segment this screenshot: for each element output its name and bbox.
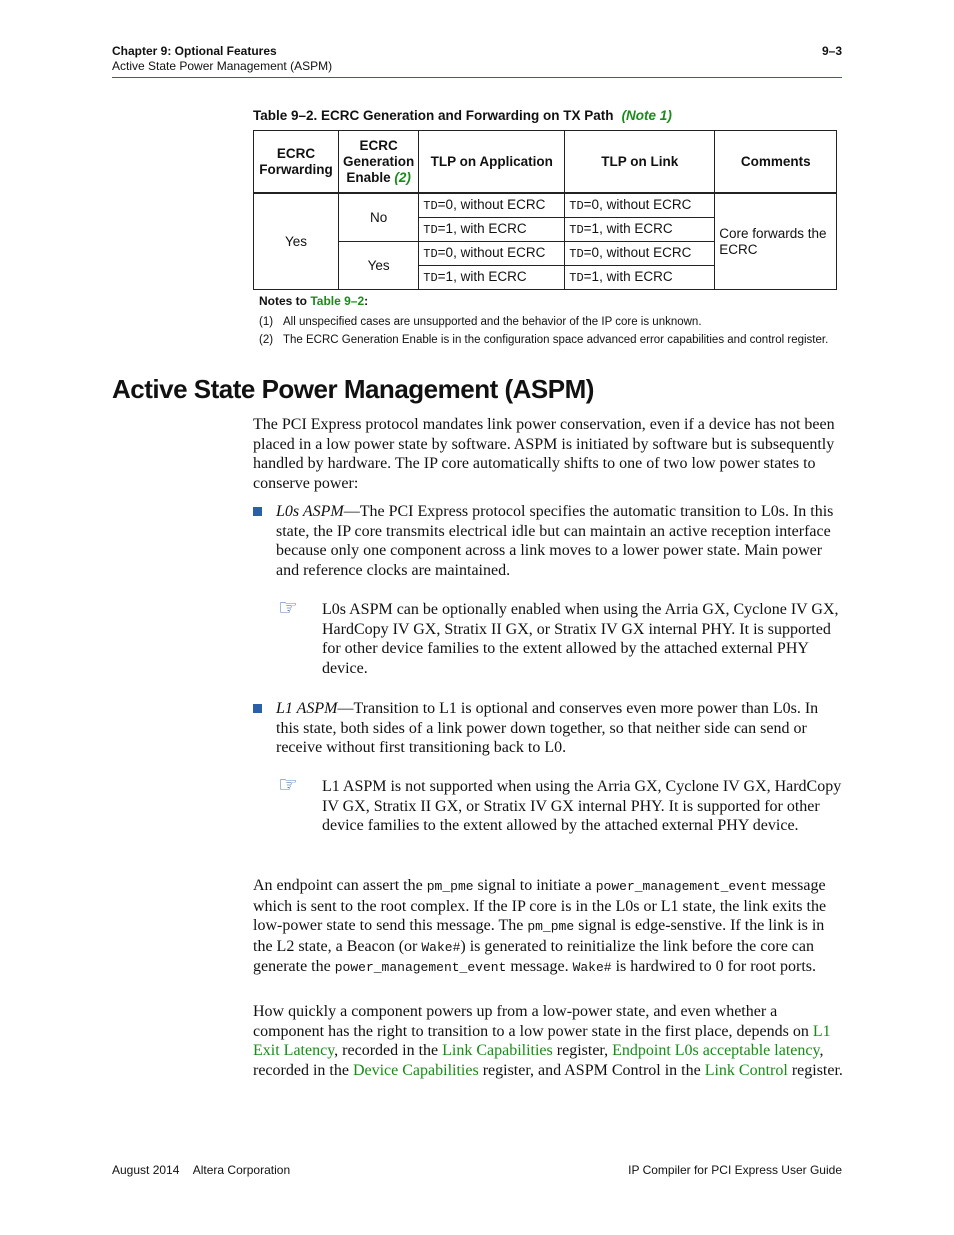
- table-cell: TD=1, with ECRC: [565, 266, 715, 290]
- table-caption-note-link[interactable]: (Note 1): [621, 108, 672, 123]
- l1-exit-latency-link[interactable]: L1 Exit Latency: [253, 1022, 831, 1060]
- bullet-term: L1 ASPM: [276, 700, 338, 717]
- table-header-row: [254, 131, 837, 194]
- chapter-header: Chapter 9: Optional Features: [112, 44, 277, 58]
- table-caption-text: Table 9–2. ECRC Generation and Forwarding on TX Path: [253, 108, 614, 123]
- table-caption: [253, 108, 672, 123]
- table-reference-link[interactable]: Table 9–2: [310, 294, 365, 308]
- section-heading: Active State Power Management (ASPM): [112, 374, 594, 404]
- table-cell: TD=1, with ECRC: [565, 218, 715, 242]
- pointing-hand-icon: ☞: [278, 596, 298, 621]
- table-note-1: (1) All unspecified cases are unsupported and the behavior of the IP core is unknown.: [259, 316, 702, 328]
- generation-no-cell: No: [339, 193, 419, 242]
- table-cell: TD=0, without ECRC: [419, 193, 565, 218]
- header-ecrc-generation-enable: ECRC Generation Enable (2): [339, 131, 419, 194]
- header-divider: [112, 77, 842, 78]
- pointing-hand-icon: ☞: [278, 773, 298, 798]
- footer-document-title: IP Compiler for PCI Express User Guide: [628, 1163, 842, 1177]
- table-cell: TD=1, with ECRC: [419, 218, 565, 242]
- table-cell: TD=0, without ECRC: [419, 242, 565, 266]
- table-cell: TD=0, without ECRC: [565, 193, 715, 218]
- square-bullet-icon: [253, 507, 262, 516]
- table-row: [254, 193, 837, 218]
- bullet-l1-aspm: L1 ASPM—Transition to L1 is optional and conserves even more power than L0s. In this state, both sides of a link power down together, so that neither side can send or receive without first transitioning back to L0.: [253, 699, 843, 758]
- footer-company: Altera Corporation: [192, 1163, 291, 1177]
- bullet-l0s-aspm: L0s ASPM—The PCI Express protocol specifies the automatic transition to L0s. In this state, the IP core transmits electrical idle but can maintain an active reception interface because only one component across a link moves to a lower power state. Main power and reference clocks are maintained.: [253, 502, 843, 580]
- table-notes-title: Notes to Table 9–2:: [259, 294, 369, 308]
- header-comments: Comments: [715, 131, 837, 194]
- endpoint-l0s-latency-link[interactable]: Endpoint L0s acceptable latency: [612, 1042, 820, 1060]
- pme-paragraph: An endpoint can assert the pm_pme signal to initiate a power_management_event message which is sent to the root complex. If the IP core is in the L0s or L1 state, the link exits the low-power state to send this message. The pm_pme signal is edge-senstive. If the link is in the L2 state, a Beacon (or Wake#) is generated to reinitialize the link before the core can generate the power_management_event message. Wake# is hardwired to 0 for root ports.: [253, 877, 827, 976]
- tip-l0s: ☞ L0s ASPM can be optionally enabled when using the Arria GX, Cyclone IV GX, HardCopy IV GX, Stratix II GX, or Stratix IV GX internal PHY. It is supported for other device families to the extent allowed by the attached external PHY device.: [278, 596, 839, 677]
- bullet-term: L0s ASPM: [276, 503, 344, 520]
- link-control-link[interactable]: Link Control: [704, 1061, 788, 1079]
- tip-l1: ☞ L1 ASPM is not supported when using the Arria GX, Cyclone IV GX, HardCopy IV GX, Stratix II GX, or Stratix IV GX internal PHY. It is supported for other device families to the extent allowed by the attached external PHY device.: [278, 773, 842, 835]
- header-ecrc-forwarding: ECRC Forwarding: [254, 131, 339, 194]
- latency-paragraph: How quickly a component powers up from a low-power state, and even whether a component has the right to transition to a low power state in the first place, depends on L1 Exit Latency, recorded in the Link Capabilities register, Endpoint L0s acceptable latency, recorded in the Device Capabilities register, and ASPM Control in the Link Control register.: [253, 1003, 843, 1079]
- header-tlp-on-application: TLP on Application: [419, 131, 565, 194]
- running-section-title: Active State Power Management (ASPM): [112, 59, 333, 73]
- page-number: 9–3: [821, 44, 842, 58]
- footer-left: [112, 1163, 290, 1177]
- table-cell: TD=0, without ECRC: [565, 242, 715, 266]
- forwarding-yes-cell: Yes: [254, 193, 339, 290]
- comment-cell: Core forwards the ECRC: [715, 193, 837, 290]
- header-note-link[interactable]: (2): [394, 169, 411, 185]
- device-capabilities-link[interactable]: Device Capabilities: [352, 1061, 479, 1079]
- footer-date: August 2014: [112, 1163, 180, 1177]
- ecrc-table: [253, 130, 837, 290]
- square-bullet-icon: [253, 704, 262, 713]
- link-capabilities-link[interactable]: Link Capabilities: [442, 1042, 553, 1060]
- generation-yes-cell: Yes: [339, 242, 419, 290]
- intro-paragraph: The PCI Express protocol mandates link power conservation, even if a device has not been placed in a low power state by software. ASPM is initiated by software but is subsequently handled by hardware. The IP core automatically shifts to one of two low power states to conserve power:: [253, 416, 835, 492]
- table-cell: TD=1, with ECRC: [419, 266, 565, 290]
- table-note-2: (2) The ECRC Generation Enable is in the configuration space advanced error capabilities and control register.: [259, 334, 829, 346]
- header-tlp-on-link: TLP on Link: [565, 131, 715, 194]
